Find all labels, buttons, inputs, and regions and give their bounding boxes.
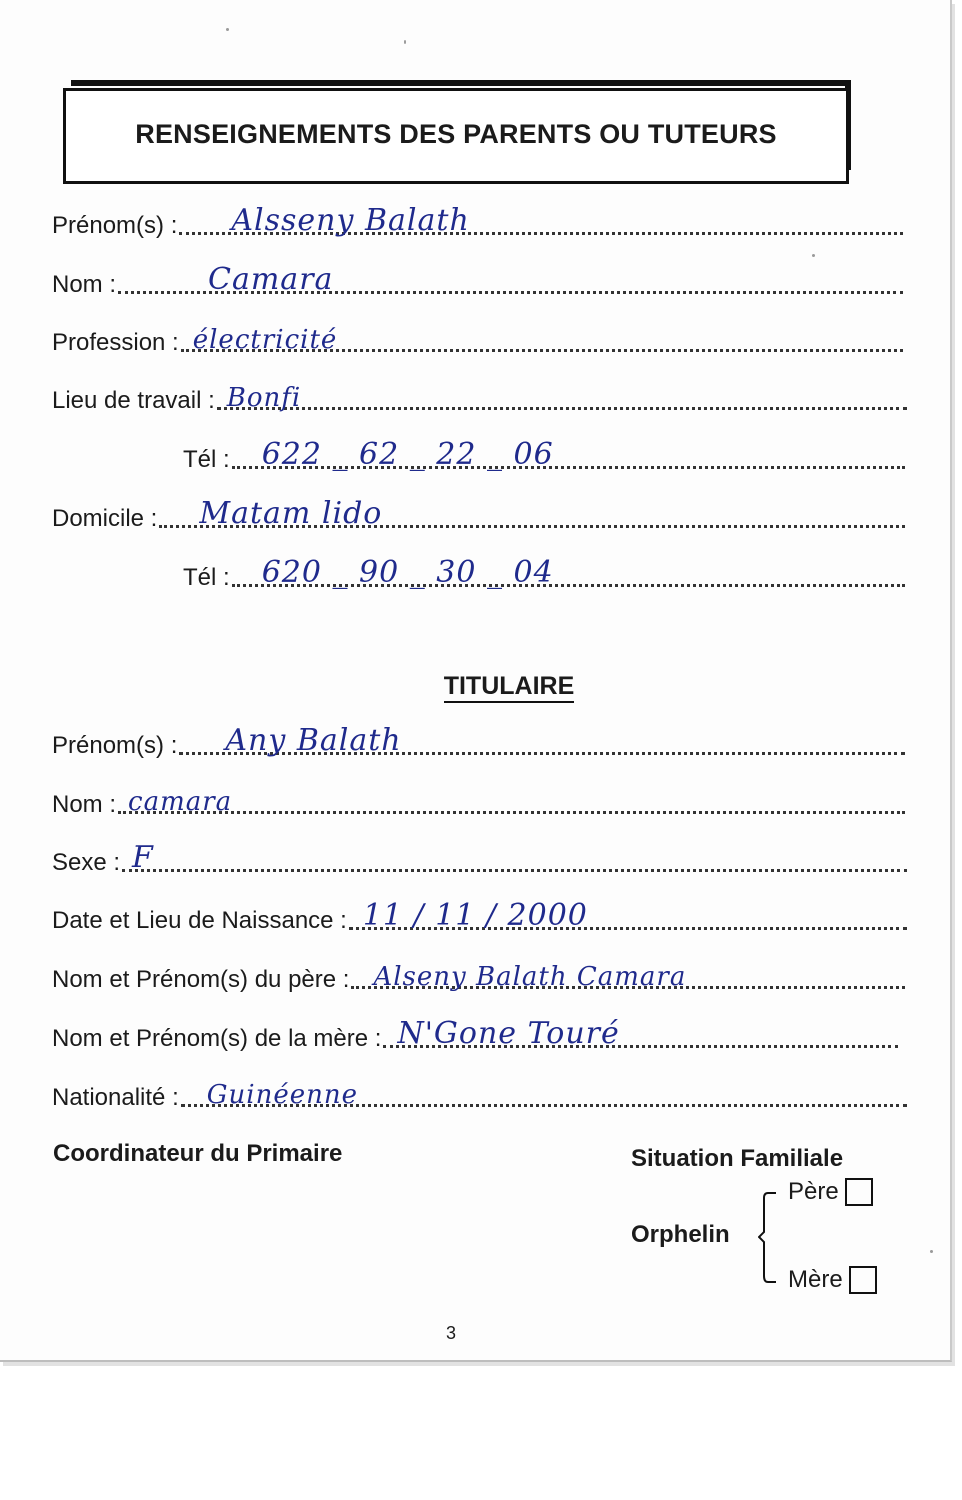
parent-tel-travail-row	[183, 437, 905, 477]
handwritten-value: Matam lido	[199, 496, 383, 531]
titulaire-prenom-row	[52, 723, 905, 763]
handwritten-value: 622 _ 62 _ 22 _ 06	[261, 437, 554, 472]
handwritten-value: Bonfi	[226, 383, 302, 413]
titulaire-pere-row	[52, 957, 905, 997]
titulaire-nom-row	[52, 782, 905, 822]
titulaire-nationalite-row	[52, 1075, 907, 1115]
field-label: Nom :	[52, 271, 117, 298]
handwritten-value: F	[132, 840, 154, 875]
page-title: RENSEIGNEMENTS DES PARENTS OU TUTEURS	[135, 119, 777, 149]
field-label: Nom et Prénom(s) de la mère :	[52, 1025, 382, 1052]
dotted-line	[232, 430, 905, 472]
parent-profession-row	[52, 320, 903, 360]
dotted-line	[118, 255, 903, 297]
dotted-line	[179, 716, 905, 758]
handwritten-value: 11 / 11 / 2000	[362, 898, 588, 933]
parent-tel-domicile-row	[183, 555, 905, 595]
coordinator-label: Coordinateur du Primaire	[53, 1140, 343, 1167]
parent-lieu-travail-row	[52, 378, 907, 418]
parent-prenom-row	[52, 203, 903, 243]
handwritten-value: Camara	[208, 262, 334, 297]
field-label: Nom et Prénom(s) du père :	[52, 966, 350, 993]
field-label: Sexe :	[52, 849, 121, 876]
field-label: Prénom(s) :	[52, 212, 178, 239]
header-box	[63, 88, 849, 184]
dotted-line	[232, 548, 905, 590]
dotted-line	[181, 313, 903, 355]
dotted-line	[122, 833, 907, 875]
field-label: Nom :	[52, 791, 117, 818]
field-label: Lieu de travail :	[52, 387, 215, 414]
pere-option	[788, 1178, 873, 1206]
handwritten-value: 620 _ 90 _ 30 _ 04	[261, 555, 554, 590]
scan-speck	[404, 40, 406, 44]
dotted-line	[217, 371, 907, 413]
field-label: Prénom(s) :	[52, 732, 178, 759]
pere-label: Père	[788, 1178, 839, 1205]
mere-checkbox[interactable]	[849, 1266, 877, 1294]
mere-option	[788, 1266, 877, 1294]
parent-nom-row	[52, 262, 903, 302]
handwritten-value: Any Balath	[225, 723, 402, 758]
situation-familiale-title: Situation Familiale	[631, 1145, 844, 1172]
field-label: Tél :	[183, 564, 230, 591]
orphelin-label: Orphelin	[631, 1221, 730, 1248]
handwritten-value: camara	[128, 787, 233, 817]
pere-checkbox[interactable]	[845, 1178, 873, 1206]
titulaire-sexe-row	[52, 840, 907, 880]
handwritten-value: Guinéenne	[206, 1080, 358, 1110]
mere-label: Mère	[788, 1266, 843, 1293]
dotted-line	[351, 950, 905, 992]
field-label: Date et Lieu de Naissance :	[52, 907, 347, 934]
section-title-text: TITULAIRE	[444, 672, 575, 703]
dotted-line	[159, 489, 905, 531]
titulaire-mere-row	[52, 1016, 898, 1056]
titulaire-naissance-row	[52, 898, 907, 938]
field-label: Profession :	[52, 329, 179, 356]
handwritten-value: Alsseny Balath	[231, 203, 470, 238]
field-label: Domicile :	[52, 505, 158, 532]
dotted-line	[179, 196, 903, 238]
page-number: 3	[446, 1323, 457, 1343]
handwritten-value: N'Gone Touré	[397, 1016, 620, 1051]
parent-domicile-row	[52, 496, 905, 536]
handwritten-value: Alseny Balath Camara	[373, 962, 687, 992]
dotted-line	[181, 1068, 907, 1110]
handwritten-value: électricité	[192, 325, 338, 355]
field-label: Nationalité :	[52, 1084, 179, 1111]
scan-speck	[930, 1250, 933, 1253]
dotted-line	[383, 1009, 898, 1051]
section-title-titulaire	[0, 672, 962, 701]
bracket-icon	[758, 1188, 780, 1288]
dotted-line	[349, 891, 907, 933]
dotted-line	[118, 775, 905, 817]
scan-speck	[226, 28, 229, 31]
field-label: Tél :	[183, 446, 230, 473]
